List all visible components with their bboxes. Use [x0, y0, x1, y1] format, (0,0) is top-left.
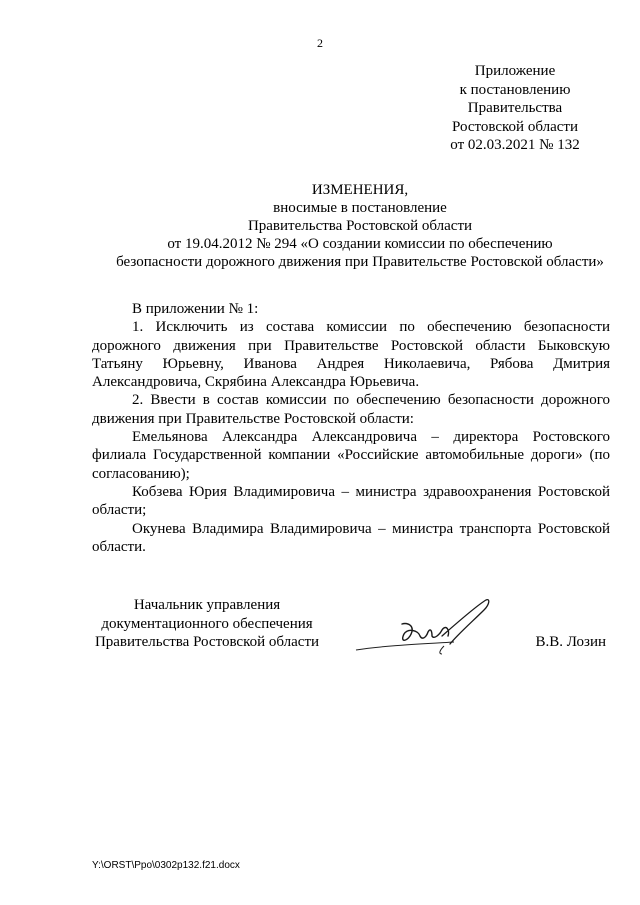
signatory-title-line: документационного обеспечения	[101, 615, 313, 632]
appendix-line: Приложение	[474, 63, 556, 79]
title-line: от 19.04.2012 № 294 «О создании комиссии по обеспечению	[167, 236, 553, 252]
signatory-title-line: Начальник управления	[133, 597, 281, 613]
signatory-name: В.В. Лозин	[535, 634, 606, 650]
file-path: Y:\ORST\Ppo\0302p132.f21.docx	[92, 860, 240, 871]
appendix-line: Ростовской области	[452, 118, 578, 135]
appendix-line: к постановлению	[459, 81, 571, 98]
appendix-line: от 02.03.2021 № 132	[450, 137, 580, 153]
document-body	[92, 300, 610, 556]
appendix-header	[420, 62, 610, 155]
body-paragraph: Окунева Владимира Владимировича – министра транспорта Ростовской области.	[92, 520, 610, 555]
title-line: Правительства Ростовской области	[247, 218, 473, 234]
body-paragraph: Кобзева Юрия Владимировича – министра здравоохранения Ростовской области;	[92, 483, 610, 519]
body-paragraph: 1. Исключить из состава комиссии по обеспечению безопасности дорожного движения при Правительстве Ростовской области Быковскую Татьяну Юрьевну, Иванова Андрея Николаевича, Рябова Дмитрия Александровича, Скрябина Александра Юрьевича.	[92, 319, 610, 391]
signatory-title	[92, 596, 322, 652]
signature-block	[92, 596, 610, 666]
signatory-title-line: Правительства Ростовской области	[94, 634, 320, 650]
title-heading: ИЗМЕНЕНИЯ,	[311, 182, 409, 198]
page-number: 2	[317, 36, 323, 50]
handwritten-signature	[350, 596, 510, 662]
body-paragraph: 2. Ввести в состав комиссии по обеспечению безопасности дорожного движения при Правительстве Ростовской области:	[92, 392, 610, 427]
appendix-line: Правительства	[467, 100, 563, 116]
body-paragraph: Емельянова Александра Александровича – директора Ростовского филиала Государственной компании «Российские автомобильные дороги» (по согласованию);	[92, 429, 610, 482]
title-line: вносимые в постановление	[273, 200, 447, 216]
document-title	[90, 181, 630, 271]
body-intro: В приложении № 1:	[132, 301, 259, 317]
title-line: безопасности дорожного движения при Правительстве Ростовской области»	[116, 254, 604, 270]
